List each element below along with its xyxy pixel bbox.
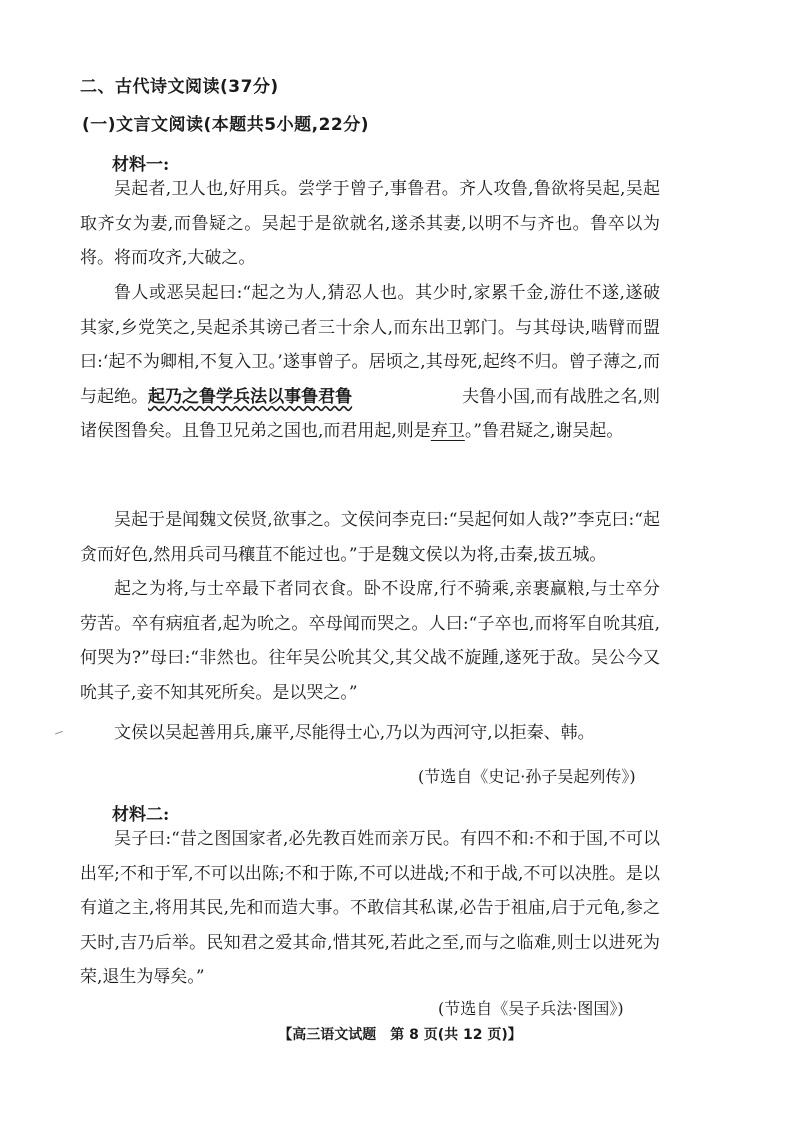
page-footer: 【高三语文试题 第 8 页(共 12 页)】 [278, 1027, 522, 1043]
material-one-source: (节选自《史记·孙子吴起列传》) [418, 767, 636, 786]
paragraph-2-text-middle: 夫鲁小国,而有战胜之名,则诸侯图鲁矣。且鲁卫兄弟之国也,而君用起,则是 [80, 386, 661, 441]
material-one-paragraph-5: 文侯以吴起善用兵,廉平,尽能得士心,乃以为西河守,以拒秦、韩。 [114, 723, 595, 743]
material-two-paragraph-1: 吴子曰:“昔之图国家者,必先教百姓而亲万民。有四不和:不和于国,不可以出军;不和于军,不可以出陈;不和于陈,不可以进战;不和于战,不可以决胜。是以有道之主,将用其民,先和而造大事。不敢信其私谋,必告于祖庙,启于元龟,参之天时,吉乃后举。民知君之爱其命,惜其死,若此之至,而与之临难,则士以进死为荣,退生为辱矣。” [80, 829, 660, 987]
material-two-source: (节选自《吴子兵法·图国》) [438, 999, 624, 1018]
material-one-paragraph-2 [80, 276, 660, 449]
material-one-paragraph-3: 吴起于是闻魏文侯贤,欲事之。文侯问李克曰:“吴起何如人哉?”李克曰:“起贪而好色,然用兵司马穰苴不能过也。”于是魏文侯以为将,击秦,拔五城。 [80, 510, 660, 565]
underlined-term: 弃卫 [430, 421, 465, 441]
material-one-paragraph-4: 起之为将,与士卒最下者同衣食。卧不设席,行不骑乘,亲裹赢粮,与士卒分劳苦。卒有病疽者,起为吮之。卒母闻而哭之。人曰:“子卒也,而将军自吮其疽,何哭为?”母曰:“非然也。往年吴公吮其父,其父战不旋踵,遂死于敌。吴公今又吮其子,妾不知其死所矣。是以哭之。” [80, 579, 660, 703]
subsection-title: (一)文言文阅读(本题共5小题,22分) [82, 115, 370, 135]
material-two-label: 材料二: [112, 805, 170, 825]
material-one-label: 材料一: [112, 155, 170, 175]
material-one-paragraph-1: 吴起者,卫人也,好用兵。尝学于曾子,事鲁君。齐人攻鲁,鲁欲将吴起,吴起取齐女为妻,而鲁疑之。吴起于是欲就名,遂杀其妻,以明不与齐也。鲁卒以为将。将而攻齐,大破之。 [80, 179, 660, 268]
wavy-underlined-sentence: 起乃之鲁学兵法以事鲁君鲁 [148, 386, 353, 407]
section-title: 二、古代诗文阅读(37分) [80, 77, 279, 97]
scan-mark [55, 731, 65, 740]
paragraph-2-text-start: 鲁人或恶吴起曰:“起之为人,猜忍人也。其少时,家累千金,游仕不遂,遂破其家,乡党笑之,吴起杀其谤己者三十余人,而东出卫郭门。与其母诀,啮臂而盟曰:‘起不为卿相,不复入卫。’遂事曾子。居顷之,其母死,起终不归。曾子薄之,而与起绝。 [80, 283, 660, 407]
paragraph-2-text-end: 。”鲁君疑之,谢吴起。 [464, 421, 624, 441]
